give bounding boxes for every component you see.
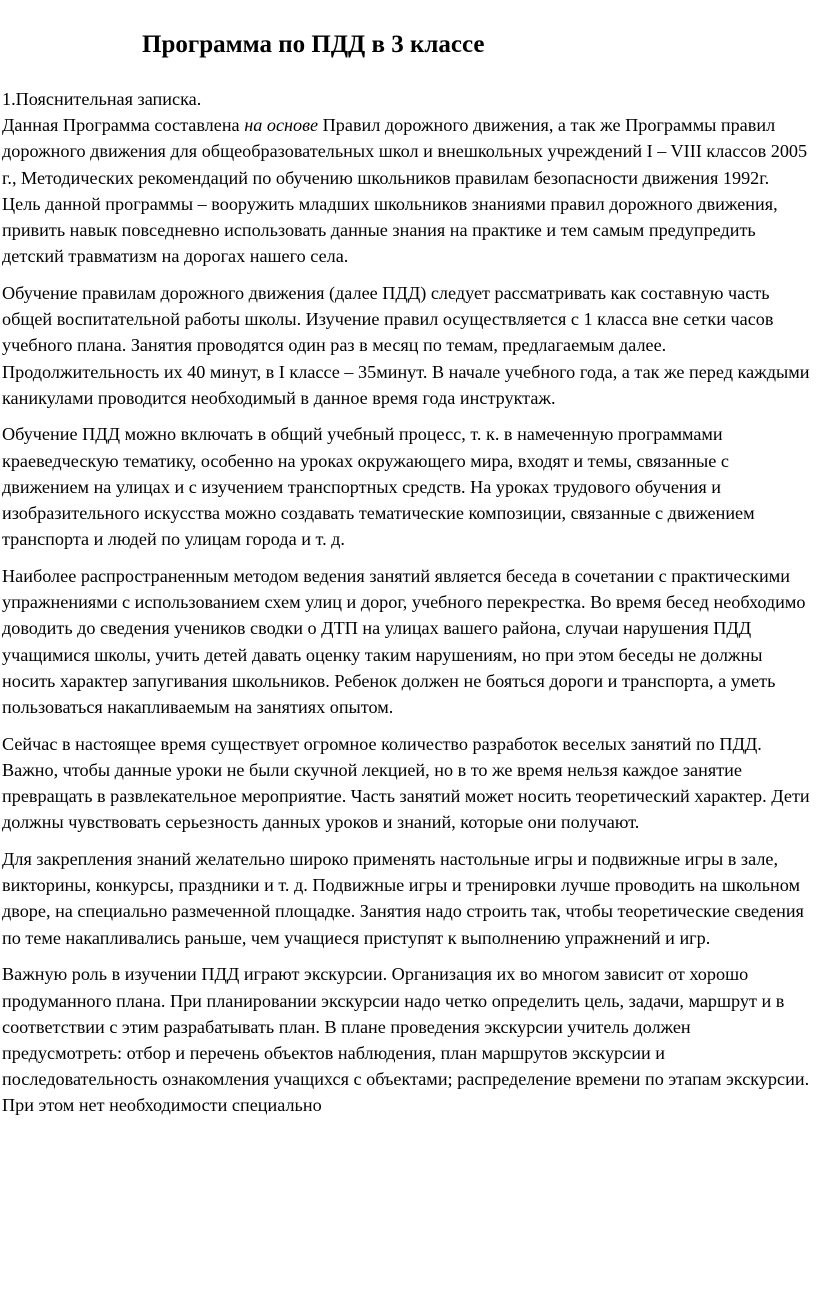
paragraph-lessons: Сейчас в настоящее время существует огромное количество разработок веселых занятий по ПДД. Важно, чтобы данные уроки не были скучной лекцией, но в то же время нельзя каждое занятие превращать в развлекательное мероприятие. Часть занятий может носить теоретический характер. Дети должны чувствовать серьезность данных уроков и знаний, которые они получают. bbox=[2, 733, 810, 833]
paragraph-basis-italic: на основе bbox=[244, 115, 319, 136]
paragraph-training: Обучение правилам дорожного движения (далее ПДД) следует рассматривать как составную часть общей воспитательной работы школы. Изучение правил осуществляется с 1 класса вне сетки часов учебного плана. Занятия проводятся один раз в месяц по темам, предлагаемым далее. Продолжительность их 40 минут, в I классе – 35минут. В начале учебного года, а так же перед каждыми каникулами проводится необходимый в данное время года инструктаж. bbox=[2, 282, 810, 408]
paragraph-basis bbox=[2, 112, 812, 191]
paragraph-basis-start: Данная Программа составлена bbox=[2, 115, 245, 136]
paragraph-basis-end: Правил дорожного движения, а так же Программы правил дорожного движения для общеобразовательных школ и внешкольных учреждений I – VIII классов 2005 г., Методических рекомендаций по обучению школьников правилам безопасности движения 1992г. bbox=[2, 115, 808, 188]
document-body bbox=[2, 86, 812, 1119]
paragraph-goal: Цель данной программы – вооружить младших школьников знаниями правил дорожного движения, привить навык повседневно использовать данные знания на практике и тем самым предупредить детский травматизм на дорогах нашего села. bbox=[2, 193, 778, 267]
paragraph-integration: Обучение ПДД можно включать в общий учебный процесс, т. к. в намеченную программами краеведческую тематику, особенно на уроках окружающего мира, входят и темы, связанные с движением на улицах и с изучением транспортных средств. На уроках трудового обучения и изобразительного искусства можно создавать тематические композиции, связанные с движением транспорта и людей по улицам города и т. д. bbox=[2, 424, 755, 550]
section-heading: 1.Пояснительная записка. bbox=[2, 89, 202, 109]
paragraph-games: Для закрепления знаний желательно широко применять настольные игры и подвижные игры в зале, викторины, конкурсы, праздники и т. д. Подвижные игры и тренировки лучше проводить на школьном дворе, на специально размеченной площадке. Занятия надо строить так, чтобы теоретические сведения по теме накапливались раньше, чем учащиеся приступят к выполнению упражнений и игр. bbox=[2, 848, 804, 948]
paragraph-methods: Наиболее распространенным методом ведения занятий является беседа в сочетании с практическими упражнениями с использованием схем улиц и дорог, учебного перекрестка. Во время бесед необходимо доводить до сведения учеников сводки о ДТП на улицах вашего района, случаи нарушения ПДД учащимися школы, учить детей давать оценку таким нарушениям, но при этом беседы не должны носить характер запугивания школьников. Ребенок должен не бояться дороги и транспорта, а уметь пользоваться накапливаемым на занятиях опытом. bbox=[2, 565, 806, 717]
document-title: Программа по ПДД в 3 классе bbox=[142, 31, 485, 58]
paragraph-excursions: Важную роль в изучении ПДД играют экскурсии. Организация их во многом зависит от хорошо продуманного плана. При планировании экскурсии надо четко определить цель, задачи, маршрут и в соответствии с этим разрабатывать план. В плане проведения экскурсии учитель должен предусмотреть: отбор и перечень объектов наблюдения, план маршрутов экскурсии и последовательность ознакомления учащихся с объектами; распределение времени по этапам экскурсии. При этом нет необходимости специально bbox=[2, 964, 810, 1116]
